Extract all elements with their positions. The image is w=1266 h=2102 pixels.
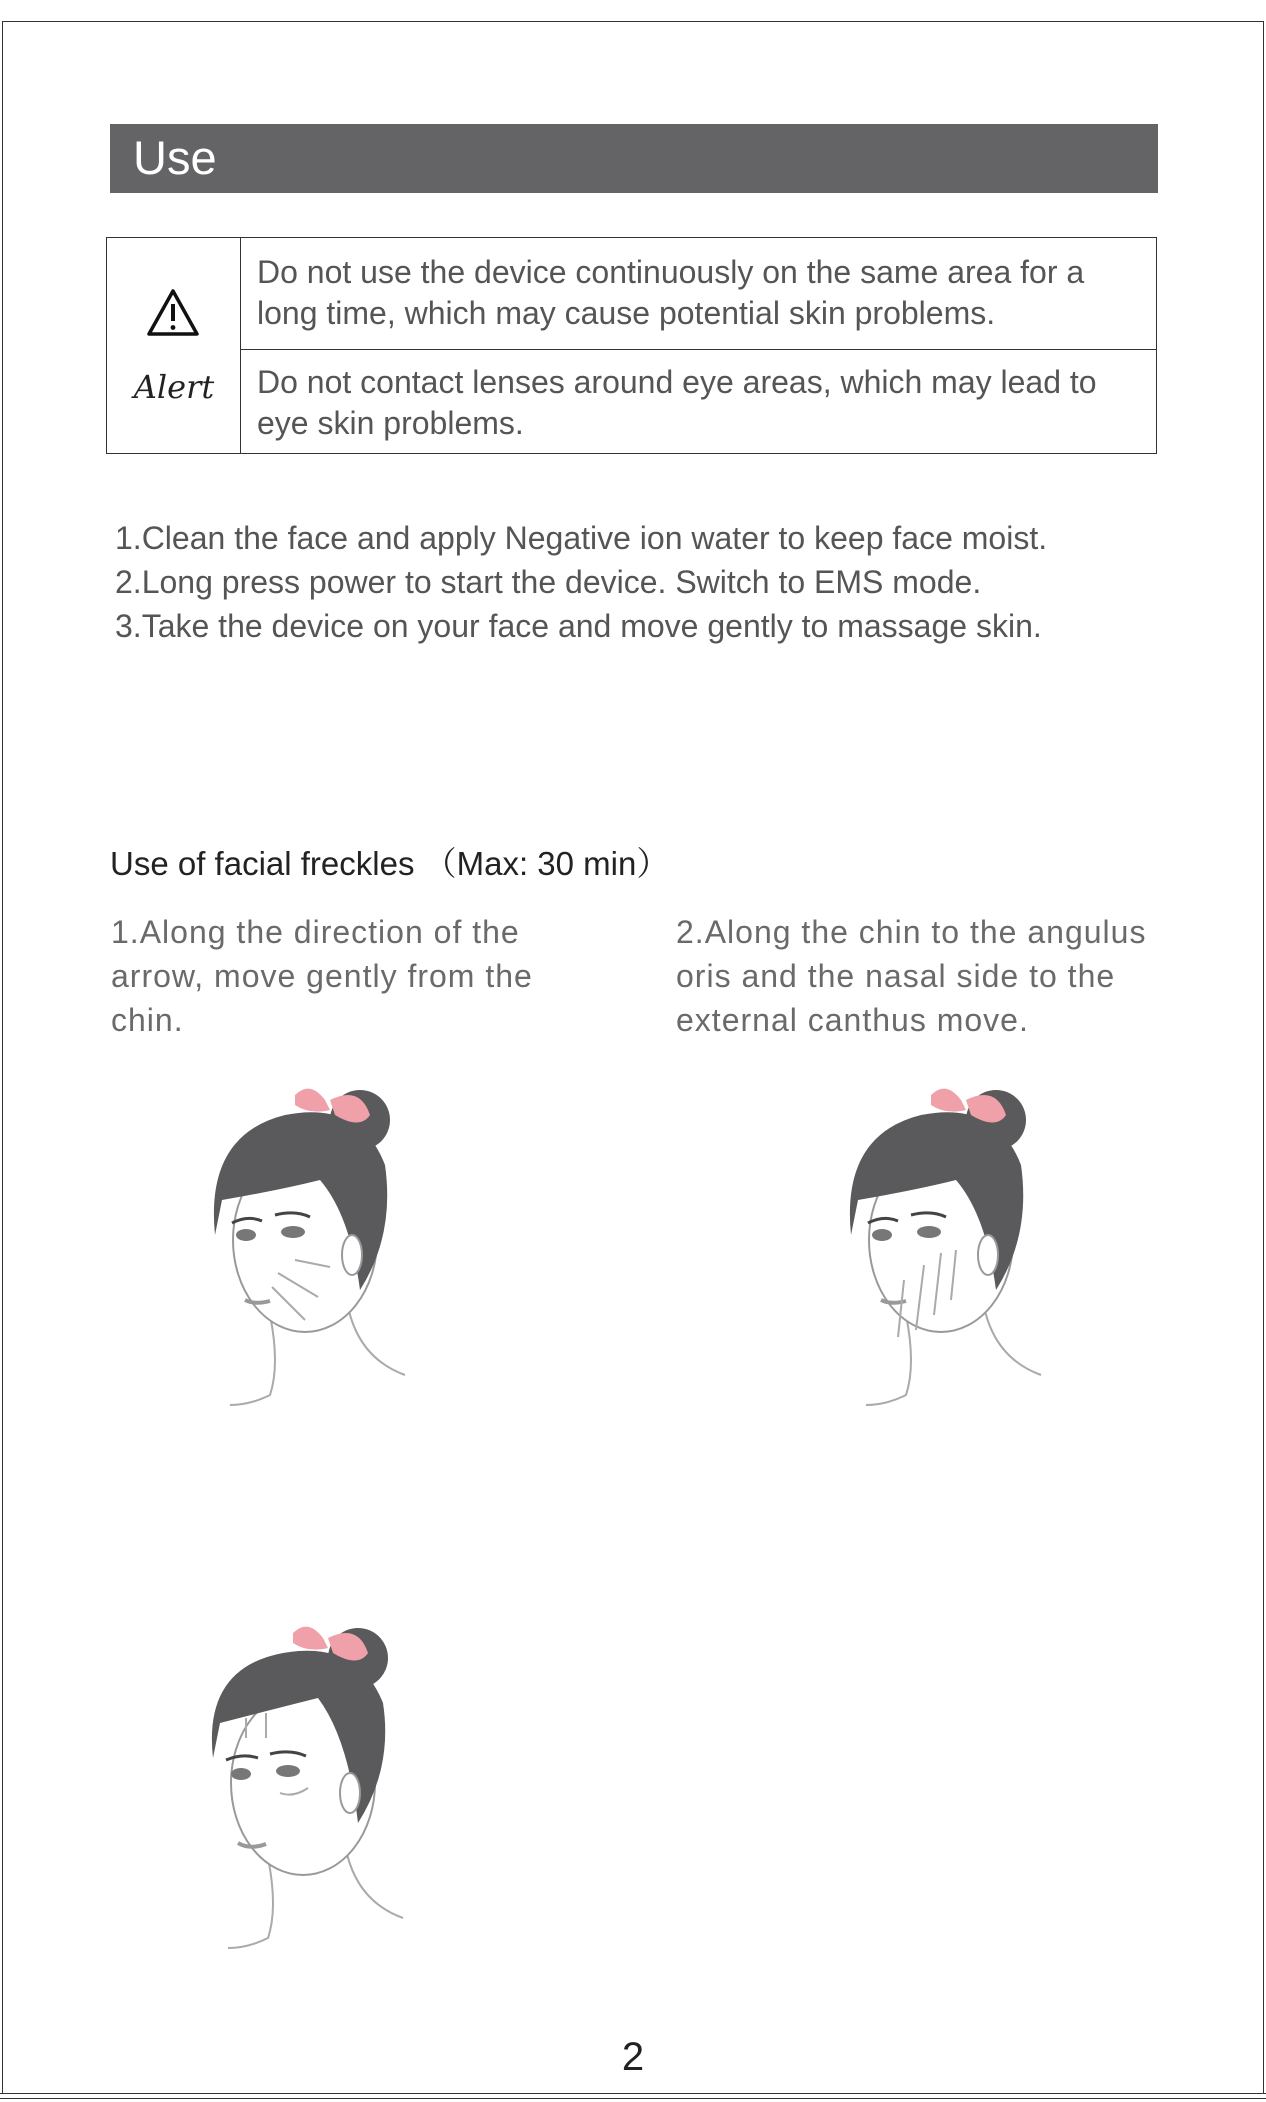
face-illustration [198,1618,428,1958]
alert-row: Do not contact lenses around eye areas, which may lead to eye skin problems. [257,364,1097,441]
alert-label-cell [107,238,241,453]
divider [0,2093,1266,2094]
warning-triangle-icon [146,288,200,338]
usage-steps [115,516,1047,648]
divider [0,2098,1266,2099]
instruction-1: 1.Along the direction of the arrow, move gently from the chin. [111,914,533,1038]
section-header [110,124,1158,193]
page-number: 2 [621,2035,645,2079]
step-item: 2.Long press power to start the device. Switch to EMS mode. [115,564,982,600]
alert-row: Do not use the device continuously on the same area for a long time, which may cause potential skin problems. [241,238,1156,350]
face-illustration [200,1075,430,1415]
alert-label: Alert [133,368,215,406]
instruction-2: 2.Along the chin to the angulus oris and the nasal side to the external canthus move. [676,914,1147,1038]
section-title: Use [133,131,217,184]
step-item: 1.Clean the face and apply Negative ion water to keep face moist. [115,520,1048,556]
alert-table [106,237,1157,454]
step-item: 3.Take the device on your face and move gently to massage skin. [115,608,1042,644]
face-illustration [836,1075,1066,1415]
freckles-heading: Use of facial freckles （Max: 30 min） [110,845,670,882]
